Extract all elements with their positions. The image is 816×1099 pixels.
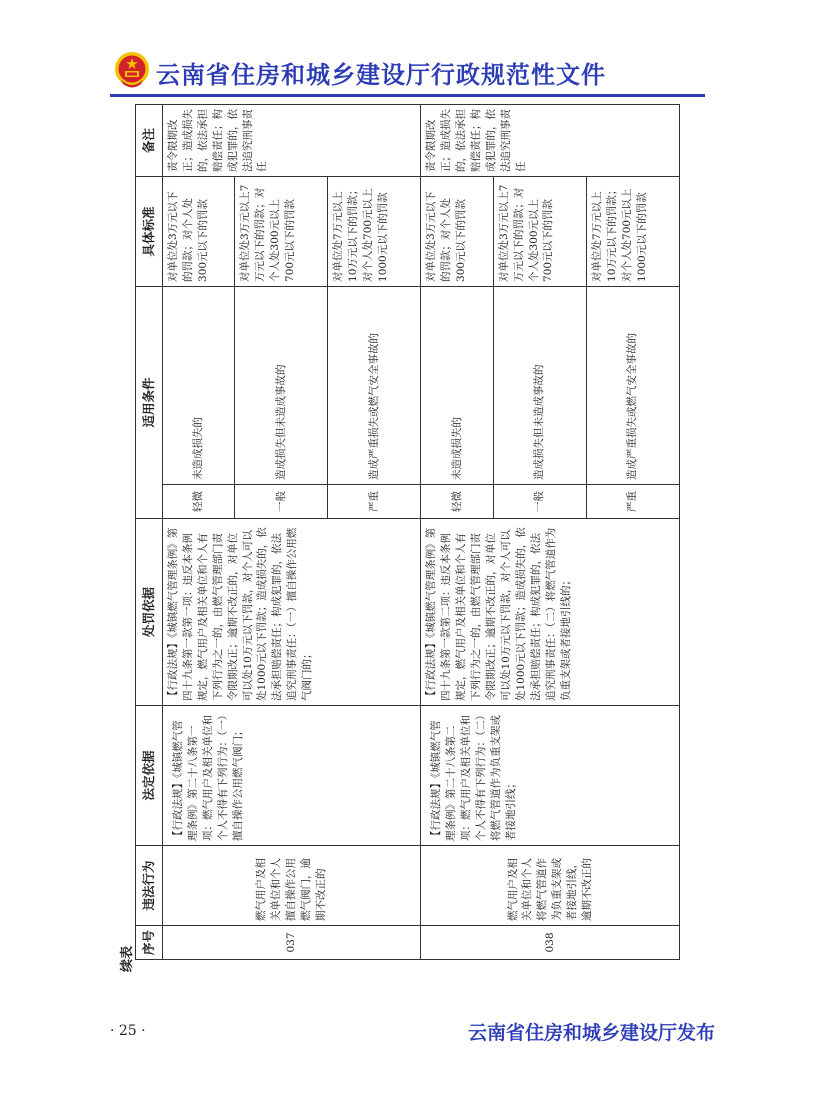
rotated-table-wrapper: [135, 105, 680, 960]
applicable-condition: 造成损失但未造成事故的: [493, 286, 586, 484]
specific-standard: 对单位处7万元以上10万元以下的罚款；对个人处700元以上1000元以下的罚款: [586, 176, 679, 286]
page-number: · 25 ·: [110, 1023, 146, 1039]
table-header-row: [136, 104, 163, 959]
applicable-condition: 未造成损失的: [163, 286, 235, 484]
col-header-conditions: 适用条件: [136, 286, 163, 518]
document-series-title: 云南省住房和城乡建设厅行政规范性文件: [156, 61, 606, 89]
severity-level: 严重: [328, 485, 421, 519]
col-header-behavior: 违法行为: [136, 846, 163, 926]
violation-behavior: 燃气用户及相关单位和个人擅自操作公用燃气阀门，逾期不改正的: [163, 846, 421, 926]
applicable-condition: 未造成损失的: [421, 286, 493, 484]
page-header: [0, 0, 816, 100]
continued-table-label: 续表: [120, 945, 135, 972]
applicable-condition: 造成严重损失或燃气安全事故的: [328, 286, 421, 484]
severity-level: 严重: [586, 485, 679, 519]
col-header-no: 序号: [136, 926, 163, 960]
severity-level: 一般: [493, 485, 586, 519]
severity-level: 轻微: [421, 485, 493, 519]
severity-level: 一般: [235, 485, 328, 519]
penalty-standards-table: [135, 104, 680, 960]
remarks: 责令限期改正；造成损失的，依法承担赔偿责任；构成犯罪的，依法追究刑事责任: [421, 104, 680, 176]
severity-level: 轻微: [163, 485, 235, 519]
table-row: [421, 104, 493, 959]
col-header-remarks: 备注: [136, 104, 163, 176]
specific-standard: 对单位处3万元以上7万元以下的罚款；对个人处300元以上700元以下的罚款: [235, 176, 328, 286]
applicable-condition: 造成严重损失或燃气安全事故的: [586, 286, 679, 484]
legal-basis: 【行政法规】《城镇燃气管理条例》第二十八条第二项：燃气用户及相关单位和个人不得有下列行为：（二）将燃气管道作为负重支架或者接地引线；: [421, 706, 680, 846]
row-number: 037: [163, 926, 421, 960]
specific-standard: 对单位处3万元以下的罚款；对个人处300元以下的罚款: [163, 176, 235, 286]
table-row: [163, 104, 235, 959]
penalty-basis: 【行政法规】《城镇燃气管理条例》第四十九条第一款第二项：违反本条例规定，燃气用户及相关单位和个人有下列行为之一的，由燃气管理部门责令限期改正；逾期不改正的，对单位可以处10万元以下罚款，对个人可以处1000元以下罚款；造成损失的，依法承担赔偿责任；构成犯罪的，依法追究刑事责任：（二）将燃气管道作为负重支架或者接地引线的；: [421, 519, 680, 706]
publisher-label: 云南省住房和城乡建设厅发布: [468, 1022, 716, 1044]
penalty-basis: 【行政法规】《城镇燃气管理条例》第四十九条第一款第一项：违反本条例规定，燃气用户及相关单位和个人有下列行为之一的，由燃气管理部门责令限期改正；逾期不改正的，对单位可以处10万元以下罚款，对个人可以处1000元以下罚款；造成损失的，依法承担赔偿责任；构成犯罪的，依法追究刑事责任：（一）擅自操作公用燃气阀门的；: [163, 519, 421, 706]
applicable-condition: 造成损失但未造成事故的: [235, 286, 328, 484]
specific-standard: 对单位处3万元以上7万元以下的罚款；对个人处300元以上700元以下的罚款: [493, 176, 586, 286]
header-divider: [110, 94, 705, 97]
legal-basis: 【行政法规】《城镇燃气管理条例》第二十八条第一项：燃气用户及相关单位和个人不得有下列行为：（一）擅自操作公用燃气阀门；: [163, 706, 421, 846]
col-header-penalty-basis: 处罚依据: [136, 519, 163, 706]
col-header-legal-basis: 法定依据: [136, 706, 163, 846]
violation-behavior: 燃气用户及相关单位和个人将燃气管道作为负重支架或者接地引线，逾期不改正的: [421, 846, 680, 926]
col-header-standard: 具体标准: [136, 176, 163, 286]
remarks: 责令限期改正；造成损失的，依法承担赔偿责任；构成犯罪的，依法追究刑事责任: [163, 104, 421, 176]
national-emblem-icon: [114, 50, 150, 90]
specific-standard: 对单位处3万元以下的罚款；对个人处300元以下的罚款: [421, 176, 493, 286]
row-number: 038: [421, 926, 680, 960]
specific-standard: 对单位处7万元以上10万元以下的罚款；对个人处700元以上1000元以下的罚款: [328, 176, 421, 286]
